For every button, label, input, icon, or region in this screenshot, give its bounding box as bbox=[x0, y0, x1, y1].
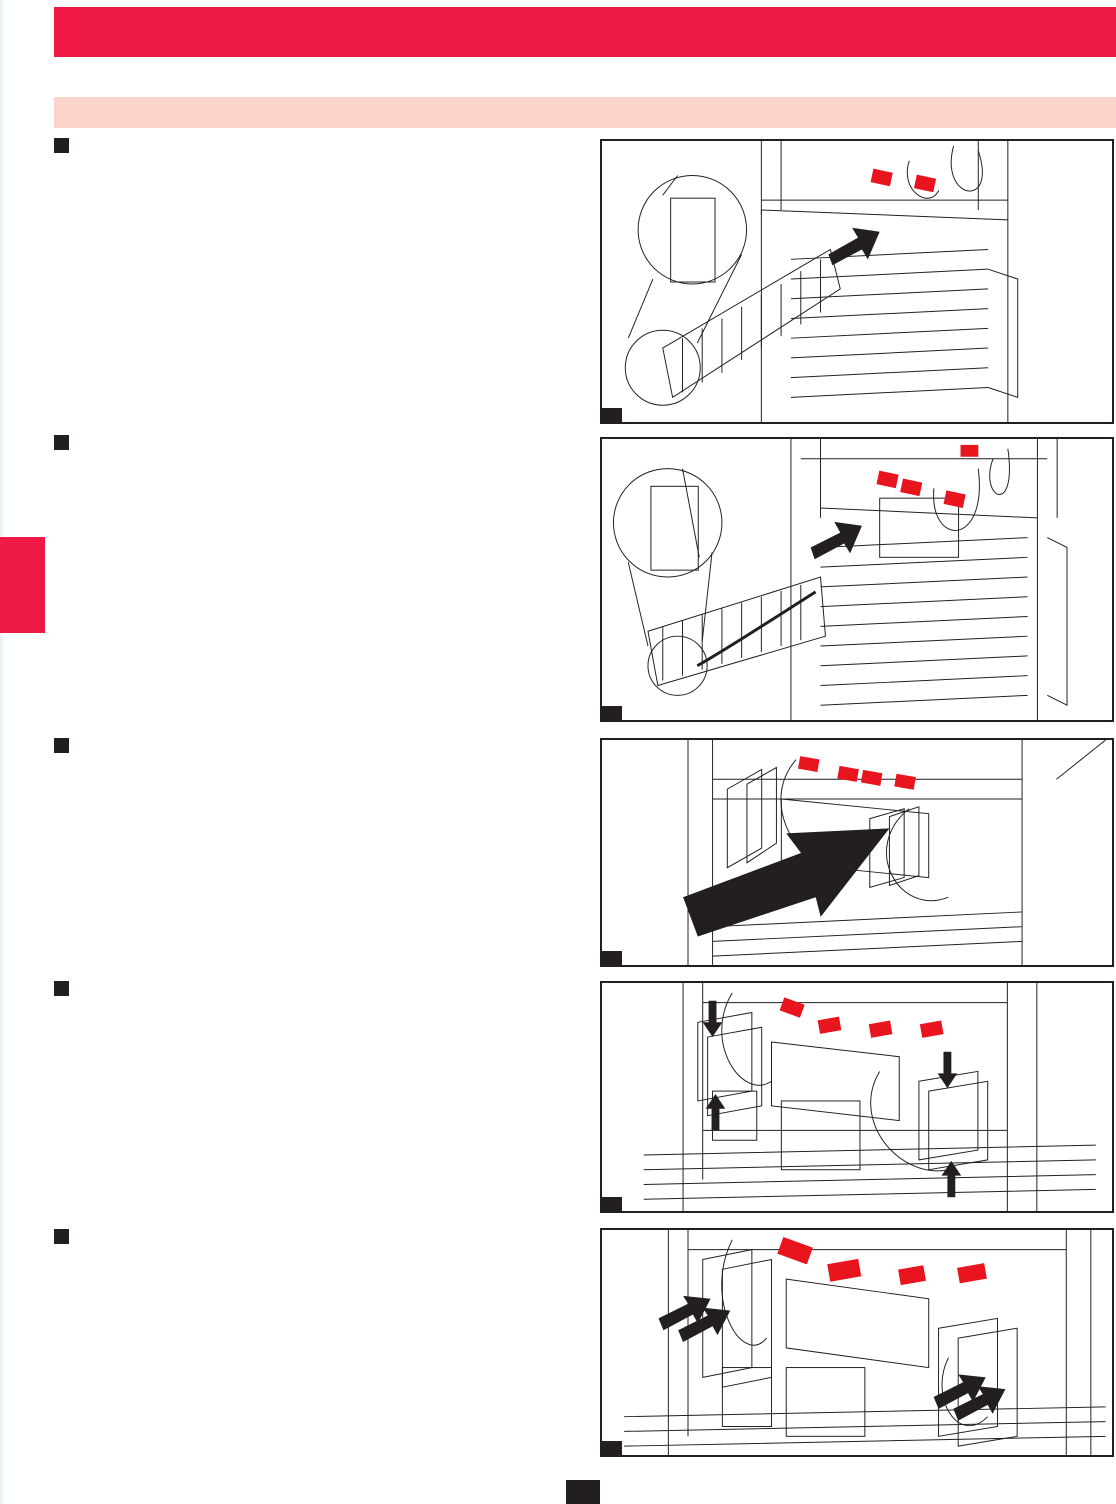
figure-4 bbox=[600, 981, 1114, 1213]
insert-arrow-icon bbox=[811, 522, 862, 559]
figure-3-illustration bbox=[602, 740, 1112, 965]
down-arrow-icon bbox=[938, 1052, 958, 1088]
figure-3 bbox=[600, 738, 1114, 967]
page-number-box bbox=[566, 1480, 600, 1504]
up-arrow-icon bbox=[942, 1161, 962, 1197]
figure-2-illustration bbox=[602, 439, 1112, 720]
insert-arrow-icon bbox=[828, 228, 879, 265]
figure-5-tag bbox=[602, 1441, 622, 1455]
insert-arrow-icon bbox=[683, 828, 889, 936]
figure-5 bbox=[600, 1228, 1114, 1457]
up-arrow-icon bbox=[706, 1094, 726, 1130]
left-margin-rule bbox=[0, 0, 3, 1504]
figure-1 bbox=[600, 139, 1114, 424]
step-marker-5 bbox=[54, 1229, 69, 1244]
header-bar bbox=[54, 7, 1116, 57]
step-marker-4 bbox=[54, 981, 69, 996]
figure-3-tag bbox=[602, 951, 622, 965]
figure-5-illustration bbox=[602, 1230, 1112, 1455]
figure-2-tag bbox=[602, 706, 622, 720]
figure-4-illustration bbox=[602, 983, 1112, 1211]
side-section-tab bbox=[0, 537, 45, 633]
step-marker-1 bbox=[54, 138, 69, 153]
section-heading-bar bbox=[54, 97, 1116, 128]
figure-1-illustration bbox=[602, 141, 1112, 422]
figure-2 bbox=[600, 437, 1114, 722]
step-marker-3 bbox=[54, 738, 69, 753]
figure-1-tag bbox=[602, 408, 622, 422]
step-marker-2 bbox=[54, 435, 69, 450]
figure-4-tag bbox=[602, 1197, 622, 1211]
